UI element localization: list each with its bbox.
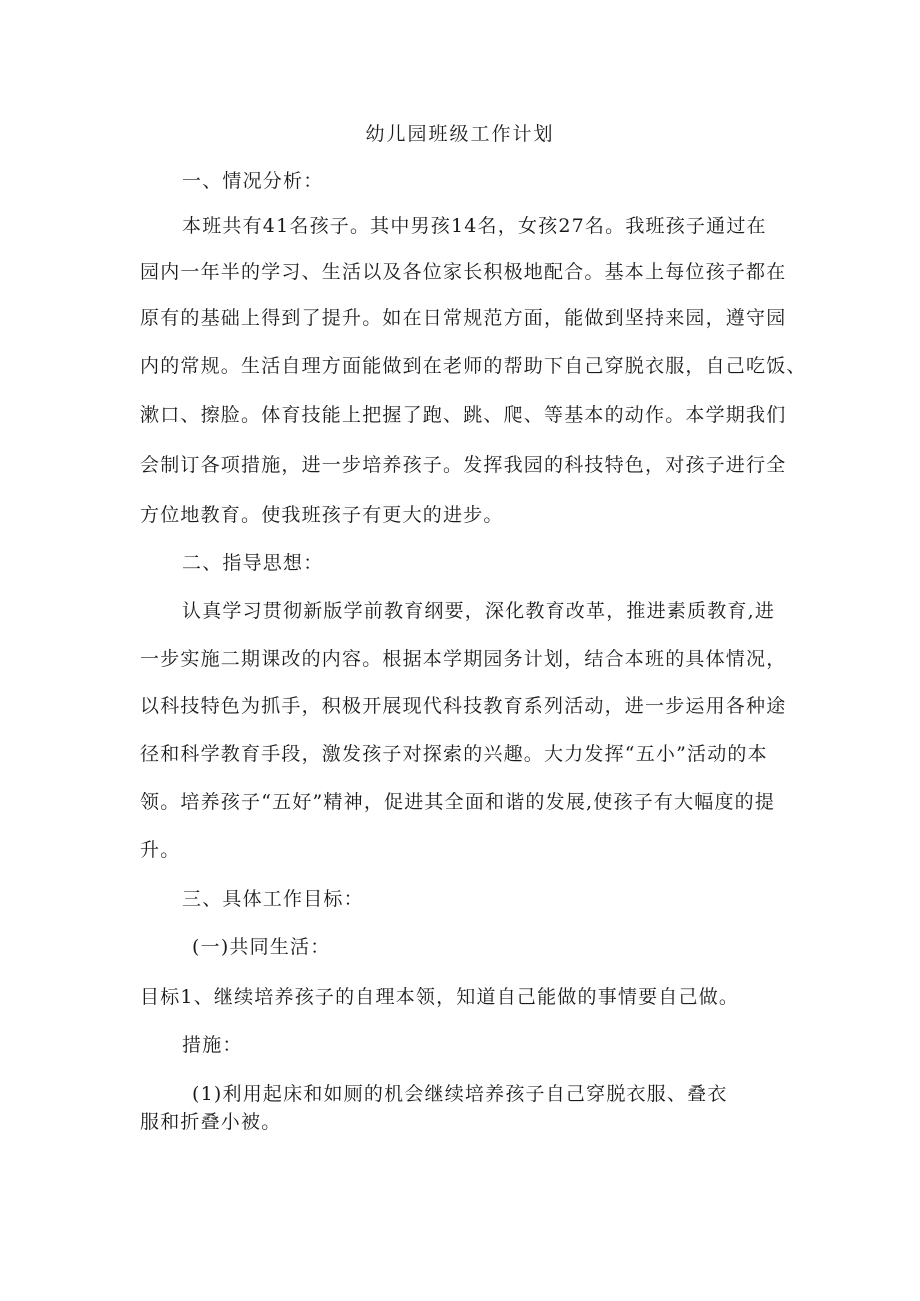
paragraph-line: 方位地教育。使我班孩子有更大的进步。 (140, 504, 504, 526)
document-title: 幼儿园班级工作计划 (365, 123, 555, 145)
paragraph-line: 漱口、擦脸。体育技能上把握了跑、跳、爬、等基本的动作。本学期我们 (140, 404, 787, 426)
paragraph-line: 园内一年半的学习、生活以及各位家长积极地配合。基本上每位孩子都在 (140, 261, 787, 283)
measure-line: (1)利用起床和如厕的机会继续培养孩子自己穿脱衣服、叠衣 (192, 1083, 728, 1105)
paragraph-line: 原有的基础上得到了提升。如在日常规范方面，能做到坚持来园，遵守园 (140, 307, 787, 329)
paragraph-line: 本班共有41名孩子。其中男孩14名，女孩27名。我班孩子通过在 (182, 215, 767, 237)
paragraph-line: 会制订各项措施，进一步培养孩子。发挥我园的科技特色，对孩子进行全 (140, 454, 787, 476)
paragraph-line: 领。培养孩子“五好”精神，促进其全面和谐的发展,使孩子有大幅度的提 (140, 791, 776, 813)
paragraph-line: 径和科学教育手段，激发孩子对探索的兴趣。大力发挥“五小”活动的本 (140, 743, 768, 765)
measure-line: 服和折叠小被。 (140, 1111, 282, 1133)
paragraph-line: 内的常规。生活自理方面能做到在老师的帮助下自己穿脱衣服，自己吃饭、 (140, 355, 807, 377)
paragraph-line: 一步实施二期课改的内容。根据本学期园务计划，结合本班的具体情况， (140, 648, 787, 670)
paragraph-line: 升。 (140, 839, 181, 861)
goal-line: 目标1、继续培养孩子的自理本领，知道自己能做的事情要自己做。 (140, 986, 740, 1008)
section-heading-guiding: 二、指导思想： (182, 552, 324, 574)
paragraph-line: 认真学习贯彻新版学前教育纲要，深化教育改革，推进素质教育,进 (182, 600, 776, 622)
section-heading-goals: 三、具体工作目标： (182, 888, 364, 910)
section-heading-situation: 一、情况分析： (182, 170, 324, 192)
paragraph-line: 以科技特色为抓手，积极开展现代科技教育系列活动，进一步运用各种途 (140, 695, 787, 717)
measures-label: 措施： (182, 1034, 243, 1056)
subsection-heading: (一)共同生活： (192, 936, 331, 958)
